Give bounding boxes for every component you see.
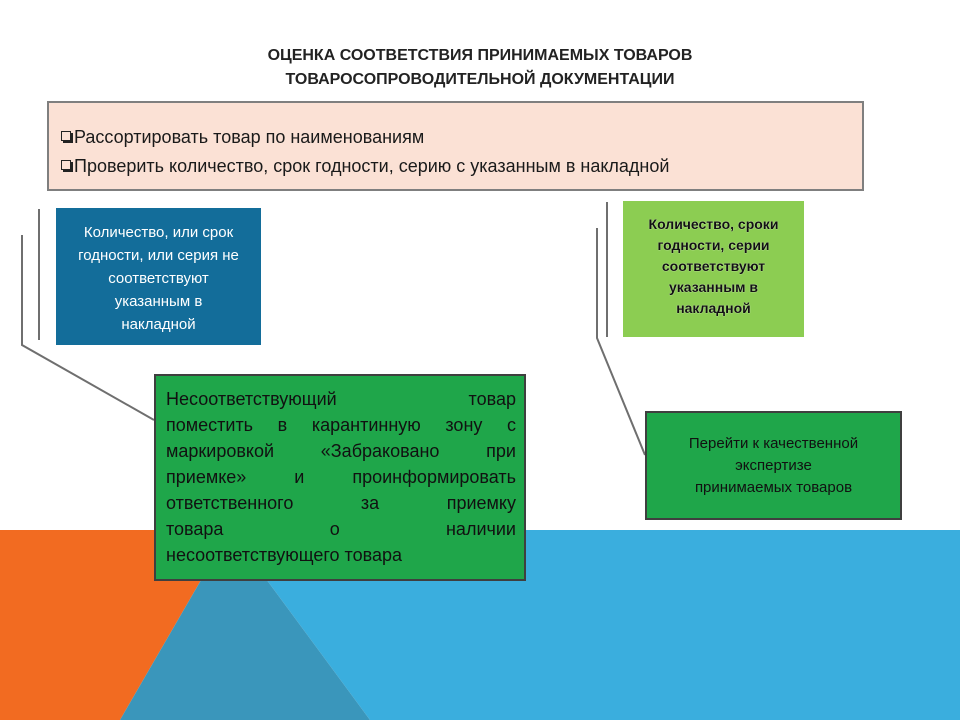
instructions-box [47, 101, 864, 191]
action-line: экспертизе [735, 457, 812, 474]
quarantine-action-box [154, 374, 526, 581]
checkbox-bullet-icon [61, 131, 71, 141]
title-line-1: ОЦЕНКА СООТВЕТСТВИЯ ПРИНИМАЕМЫХ ТОВАРОВ [267, 47, 693, 64]
condition-line: накладной [121, 316, 196, 333]
instruction-text: Рассортировать товар по наименованиям [74, 127, 425, 147]
action-line: товара о наличии [166, 519, 516, 539]
title-line-2: ТОВАРОСОПРОВОДИТЕЛЬНОЙ ДОКУМЕНТАЦИИ [285, 71, 675, 88]
quality-expertise-box [645, 411, 902, 520]
condition-line: годности, или серия не [78, 247, 239, 264]
mismatch-condition-box [56, 208, 261, 345]
action-line: ответственного за приемку [166, 493, 516, 513]
action-line: маркировкой «Забраковано при [166, 441, 516, 461]
condition-line: указанным в [668, 279, 759, 295]
action-line: поместить в карантинную зону с [166, 415, 516, 435]
condition-line: Количество, или срок [83, 224, 234, 241]
condition-line: соответствуют [108, 270, 209, 287]
action-line: несоответствующего товара [166, 545, 402, 565]
action-line: приемке» и проинформировать [166, 467, 516, 487]
match-condition-box [623, 201, 804, 337]
action-line: Несоответствующий товар [166, 389, 516, 409]
checkbox-bullet-icon [61, 160, 71, 170]
action-line: принимаемых товаров [694, 479, 853, 496]
condition-line: Количество, сроки [648, 216, 779, 232]
instruction-text: Проверить количество, срок годности, серию с указанным в накладной [74, 156, 670, 176]
condition-line: указанным в [114, 293, 203, 310]
condition-line: годности, серии [657, 237, 770, 253]
page-title [150, 44, 810, 92]
condition-line: соответствуют [661, 258, 766, 274]
action-line: Перейти к качественной [688, 435, 859, 452]
condition-line: накладной [676, 300, 751, 316]
instruction-item [61, 152, 862, 181]
instruction-item [61, 123, 862, 152]
